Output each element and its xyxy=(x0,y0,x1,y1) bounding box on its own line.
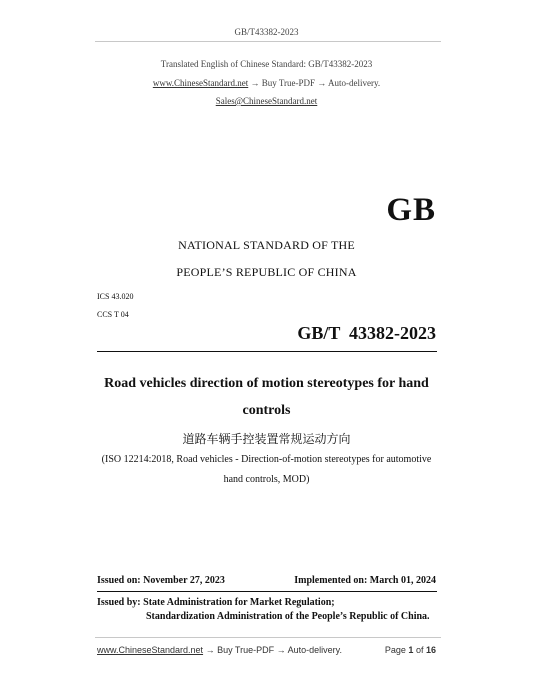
email-link[interactable]: Sales@ChineseStandard.net xyxy=(215,96,318,106)
title-divider xyxy=(97,351,437,352)
dates-divider xyxy=(97,591,437,592)
ics-code: ICS 43.020 xyxy=(97,292,134,301)
national-standard-line2: PEOPLE’S REPUBLIC OF CHINA xyxy=(176,265,357,279)
purchase-text: → Buy True-PDF → Auto-delivery. xyxy=(248,78,381,88)
implemented-date: Implemented on: March 01, 2024 xyxy=(294,575,436,586)
running-head: GB/T43382-2023 xyxy=(234,27,299,37)
page-of: of xyxy=(415,645,424,655)
translation-notice: Translated English of Chinese Standard: GB/T43382-2023 xyxy=(160,59,373,69)
email-line xyxy=(0,96,533,106)
page-total: 16 xyxy=(425,645,436,655)
issued-date: Issued on: November 27, 2023 xyxy=(97,575,225,586)
page-label: Page xyxy=(384,645,406,655)
ccs-code: CCS T 04 xyxy=(97,310,129,319)
chinese-title: 道路车辆手控装置常规运动方向 xyxy=(182,432,351,446)
site-link[interactable]: www.ChineseStandard.net xyxy=(152,78,249,88)
page-indicator xyxy=(385,645,436,655)
national-standard-line1: NATIONAL STANDARD OF THE xyxy=(178,238,355,252)
footer-purchase-line xyxy=(97,645,342,655)
gb-logo: GB xyxy=(386,192,436,228)
purchase-line xyxy=(0,78,533,88)
footer-site-link[interactable]: www.ChineseStandard.net xyxy=(97,645,204,655)
footer-divider xyxy=(95,637,441,638)
issuer-line2: Standardization Administration of the People’s Republic of China. xyxy=(146,611,430,622)
footer-purchase-text: → Buy True-PDF → Auto-delivery. xyxy=(203,645,342,655)
iso-reference-line2: hand controls, MOD) xyxy=(223,474,310,485)
document-title-line2: controls xyxy=(242,403,291,418)
document-title-line1: Road vehicles direction of motion stereotypes for hand xyxy=(104,376,429,391)
header-divider xyxy=(95,41,441,42)
standard-number: GB/T 43382-2023 xyxy=(297,323,436,343)
page-current: 1 xyxy=(408,645,414,655)
iso-reference-line1: (ISO 12214:2018, Road vehicles - Direction-of-motion stereotypes for automotive xyxy=(101,454,432,465)
issuer-line1: Issued by: State Administration for Market Regulation; xyxy=(97,597,335,608)
